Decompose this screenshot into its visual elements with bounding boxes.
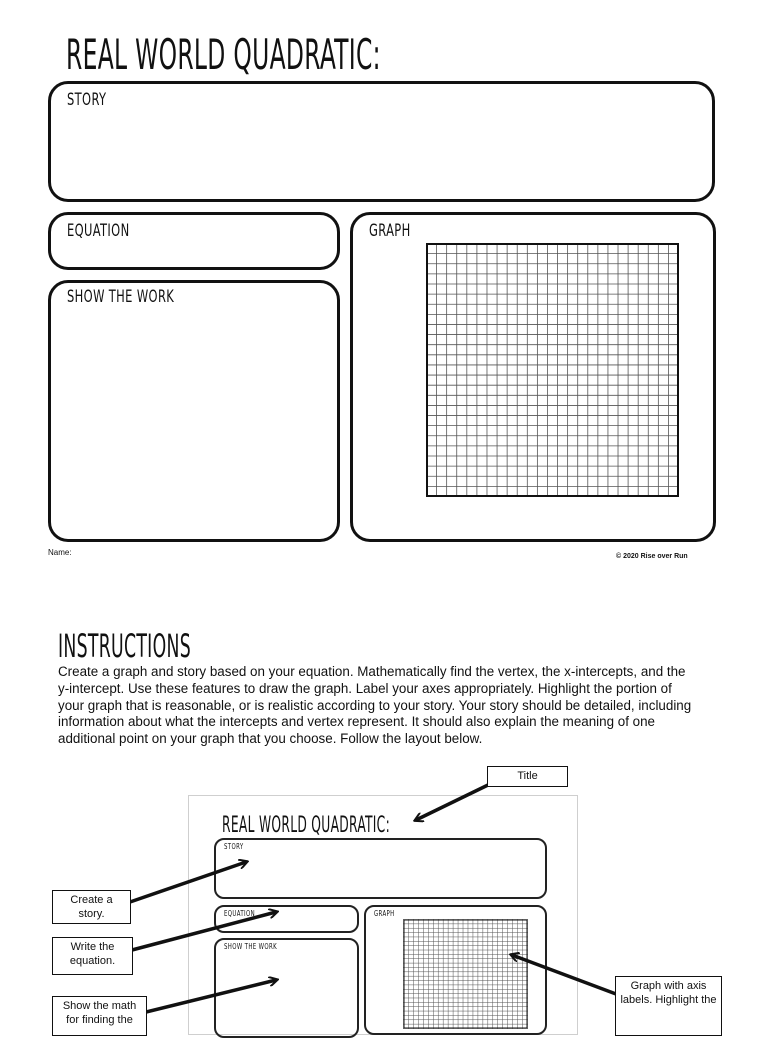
example-equation-label: EQUATION	[224, 909, 256, 918]
arrow-math	[130, 980, 276, 1016]
arrow-graph	[512, 955, 616, 994]
instructions-body: Create a graph and story based on your equation. Mathematically find the vertex, the x-intercepts, and the y-intercept. Use these features to draw the graph. Label your axes appropriately. Highlight the portion of your graph that is reasonable, or is realistic according to your story. Your story should be detailed, including information about what the intercepts and vertex represent. It should also explain the meaning of one additional point on your graph that you choose. Follow the layout below.	[58, 664, 692, 747]
story-label: STORY	[67, 90, 107, 110]
arrow-equation	[132, 912, 276, 950]
example-title: REAL WORLD QUADRATIC:	[222, 813, 391, 838]
callout-title: Title	[487, 766, 568, 787]
example-work-label: SHOW THE WORK	[224, 942, 278, 951]
arrow-story	[130, 862, 246, 902]
callout-math: Show the math for finding the	[52, 996, 147, 1036]
copyright-text: © 2020 Rise over Run	[616, 553, 688, 560]
show-work-label: SHOW THE WORK	[67, 287, 175, 307]
equation-label: EQUATION	[67, 221, 130, 241]
example-graph-label: GRAPH	[374, 909, 395, 918]
name-label: Name:	[48, 548, 72, 557]
callout-equation: Write the equation.	[52, 937, 133, 975]
arrow-title	[416, 785, 488, 820]
worksheet-title: REAL WORLD QUADRATIC:	[66, 30, 381, 79]
graph-label: GRAPH	[369, 221, 411, 241]
example-story-label: STORY	[224, 842, 244, 851]
callout-graph: Graph with axis labels. Highlight the	[615, 976, 722, 1036]
instructions-heading: INSTRUCTIONS	[58, 627, 191, 665]
callout-story: Create a story.	[52, 890, 131, 924]
